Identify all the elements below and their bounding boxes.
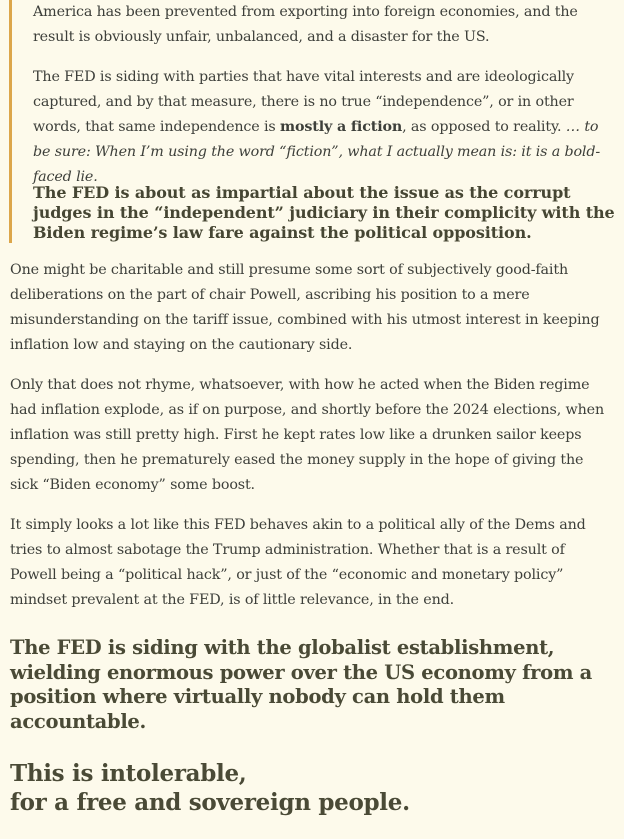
text-run: The FED is siding with parties that have vital interests and are ideologically captured, and by that measure, there is no true “independence”, or in other words, that same independence is xyxy=(33,69,574,135)
blockquote-paragraph: America has been prevented from exporting into foreign economies, and the result is obviously unfair, unbalanced, and a disaster for the US. xyxy=(33,4,578,45)
closing-heading-line: for a free and sovereign people. xyxy=(10,789,410,816)
text-run: , as opposed to reality. xyxy=(402,119,566,135)
body-paragraph: One might be charitable and still presume some sort of subjectively good-faith deliberations on the part of chair Powell, ascribing his position to a mere misunderstanding on the tariff issue, combined with his utmost interest in keeping inflation low and staying on the cautionary side. xyxy=(10,262,600,353)
body-paragraph: Only that does not rhyme, whatsoever, with how he acted when the Biden regime had inflation explode, as if on purpose, and shortly before the 2024 elections, when inflation was still pretty high. First he kept rates low like a drunken sailor keeps spending, then he prematurely eased the money supply in the hope of giving the sick “Biden economy” some boost. xyxy=(10,377,605,493)
italic-text: … to be sure: When I’m using the word “fiction”, what I actually mean is: it is a bold-faced lie. xyxy=(33,119,601,185)
blockquote xyxy=(9,0,615,243)
closing-heading-line: This is intolerable, xyxy=(10,760,247,787)
blockquote-heading: The FED is about as impartial about the issue as the corrupt judges in the “independent” judiciary in their complicity with the Biden regime’s law fare against the political opposition. xyxy=(33,183,615,242)
body-paragraph: It simply looks a lot like this FED behaves akin to a political ally of the Dems and tries to almost sabotage the Trump administration. Whether that is a result of Powell being a “political hack”, or just of the “economic and monetary policy” mindset prevalent at the FED, is of little relevance, in the end. xyxy=(10,517,586,608)
bold-text: mostly a fiction xyxy=(280,119,403,135)
blockquote-paragraph xyxy=(33,65,613,190)
section-heading: The FED is siding with the globalist establishment, wielding enormous power over the US economy from a position where virtually nobody can hold them accountable. xyxy=(10,636,593,733)
closing-heading xyxy=(10,759,610,817)
